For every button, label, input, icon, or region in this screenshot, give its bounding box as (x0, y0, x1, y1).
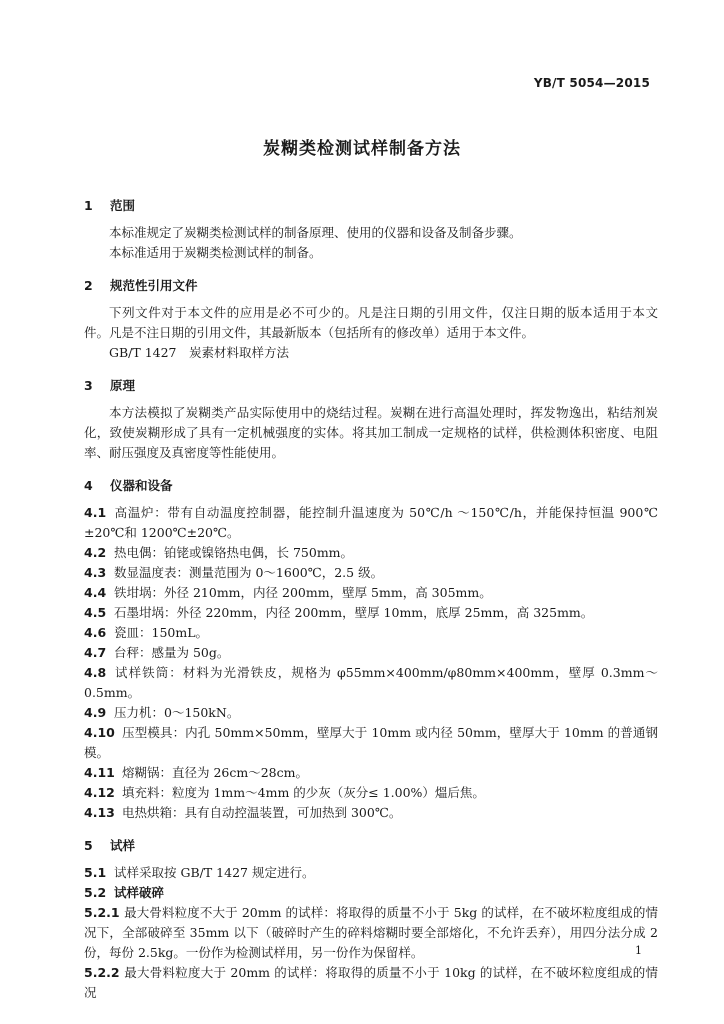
list-item (84, 663, 658, 703)
clause-text: 填充料：粒度为 1mm～4mm 的少灰（灰分≤ 1.00%）熅后焦。 (122, 785, 485, 800)
section-1-heading (84, 197, 658, 215)
clause-number: 4.12 (84, 785, 115, 800)
paragraph: 本方法模拟了炭糊类产品实际使用中的烧结过程。炭糊在进行高温处理时，挥发物逸出，粘结剂炭化，致使炭糊形成了具有一定机械强度的实体。将其加工制成一定规格的试样，供检测体积密度、电阻率、耐压强度及真密度等性能使用。 (84, 405, 658, 460)
list-item (84, 723, 658, 763)
section-4-heading (84, 477, 658, 495)
clause-number: 4.8 (84, 665, 107, 680)
clause-text: 热电偶：铂铑或镍铬热电偶，长 750mm。 (114, 545, 354, 560)
clause-text: 铁坩埚：外径 210mm，内径 200mm，壁厚 5mm，高 305mm。 (114, 585, 492, 600)
reference-entry: GB/T 1427 炭素材料取样方法 (109, 345, 290, 360)
list-item (84, 623, 658, 643)
clause-text: 台秤：感量为 50g。 (114, 645, 230, 660)
list-item (84, 543, 658, 563)
section-number: 3 (84, 378, 93, 393)
clause-text: 瓷皿：150mL。 (114, 625, 209, 640)
clause-text: 压型模具：内孔 50mm×50mm，壁厚大于 10mm 或内径 50mm，壁厚大于 10mm 的普通钢模。 (84, 725, 658, 760)
clause-text: 高温炉：带有自动温度控制器，能控制升温速度为 50℃/h ～150℃/h，并能保持恒温 900℃±20℃和 1200℃±20℃。 (84, 505, 658, 540)
list-item (84, 703, 658, 723)
clause-number: 4.11 (84, 765, 115, 780)
section-title: 试样 (110, 838, 136, 853)
clause-number: 5.2.1 (84, 905, 120, 920)
list-item (84, 763, 658, 783)
clause-text: 压力机：0～150kN。 (114, 705, 240, 720)
section-title: 规范性引用文件 (110, 278, 198, 293)
section-title: 范围 (110, 198, 136, 213)
list-item (84, 903, 658, 963)
standard-code: YB/T 5054—2015 (533, 76, 650, 90)
section-number: 1 (84, 198, 93, 213)
paragraph: 本标准规定了炭糊类检测试样的制备原理、使用的仪器和设备及制备步骤。 (109, 225, 522, 240)
clause-text: 最大骨料粒度大于 20mm 的试样：将取得的质量不小于 10kg 的试样，在不破坏粒度组成的情况 (84, 965, 658, 1000)
clause-text: 电热烘箱：具有自动控温装置，可加热到 300℃。 (122, 805, 402, 820)
clause-number: 4.13 (84, 805, 115, 820)
page-number: 1 (635, 944, 642, 957)
clause-number: 4.5 (84, 605, 107, 620)
section-2-heading (84, 277, 658, 295)
list-item (84, 583, 658, 603)
paragraph: 本标准适用于炭糊类检测试样的制备。 (109, 245, 322, 260)
clause-text: 试样铁筒：材料为光滑铁皮，规格为 φ55mm×400mm/φ80mm×400mm，壁厚 0.3mm～0.5mm。 (84, 665, 658, 700)
clause-number: 4.10 (84, 725, 115, 740)
list-item (84, 603, 658, 623)
section-number: 5 (84, 838, 93, 853)
subsection-heading (84, 883, 658, 903)
clause-number: 5.2.2 (84, 965, 120, 980)
equipment-list (84, 503, 658, 823)
list-item (84, 643, 658, 663)
document-title: 炭糊类检测试样制备方法 (263, 139, 461, 159)
clause-text: 熔糊锅：直径为 26cm～28cm。 (122, 765, 308, 780)
list-item (84, 503, 658, 543)
section-title: 仪器和设备 (110, 478, 173, 493)
list-item (84, 563, 658, 583)
clause-number: 4.4 (84, 585, 107, 600)
clause-number: 4.6 (84, 625, 107, 640)
section-5-heading (84, 837, 658, 855)
clause-text: 数显温度表：测量范围为 0～1600℃，2.5 级。 (114, 565, 384, 580)
clause-text: 试样破碎 (114, 885, 165, 900)
clause-text: 最大骨料粒度不大于 20mm 的试样：将取得的质量不小于 5kg 的试样，在不破坏粒度组成的情况下，全部破碎至 35mm 以下（破碎时产生的碎料熔糊时要全部熔化，不允许丢弃），用四分法分成 2 份，每份 2.5kg。一份作为检测试样用，另一份作为保留样。 (84, 905, 658, 960)
clause-number: 4.3 (84, 565, 107, 580)
clause-number: 4.7 (84, 645, 107, 660)
list-item (84, 863, 658, 883)
clause-number: 5.1 (84, 865, 107, 880)
section-3-heading (84, 377, 658, 395)
clause-text: 试样采取按 GB/T 1427 规定进行。 (114, 865, 315, 880)
clause-number: 4.2 (84, 545, 107, 560)
section-number: 2 (84, 278, 93, 293)
paragraph: 下列文件对于本文件的应用是必不可少的。凡是注日期的引用文件，仅注日期的版本适用于本文件。凡是不注日期的引用文件，其最新版本（包括所有的修改单）适用于本文件。 (84, 305, 658, 340)
clause-number: 4.1 (84, 505, 107, 520)
clause-number: 5.2 (84, 885, 107, 900)
list-item (84, 803, 658, 823)
clause-number: 4.9 (84, 705, 107, 720)
list-item (84, 963, 658, 1003)
list-item (84, 783, 658, 803)
section-title: 原理 (110, 378, 136, 393)
section-number: 4 (84, 478, 93, 493)
document-body (84, 197, 658, 1003)
clause-text: 石墨坩埚：外径 220mm，内径 200mm，壁厚 10mm，底厚 25mm，高 325mm。 (114, 605, 594, 620)
